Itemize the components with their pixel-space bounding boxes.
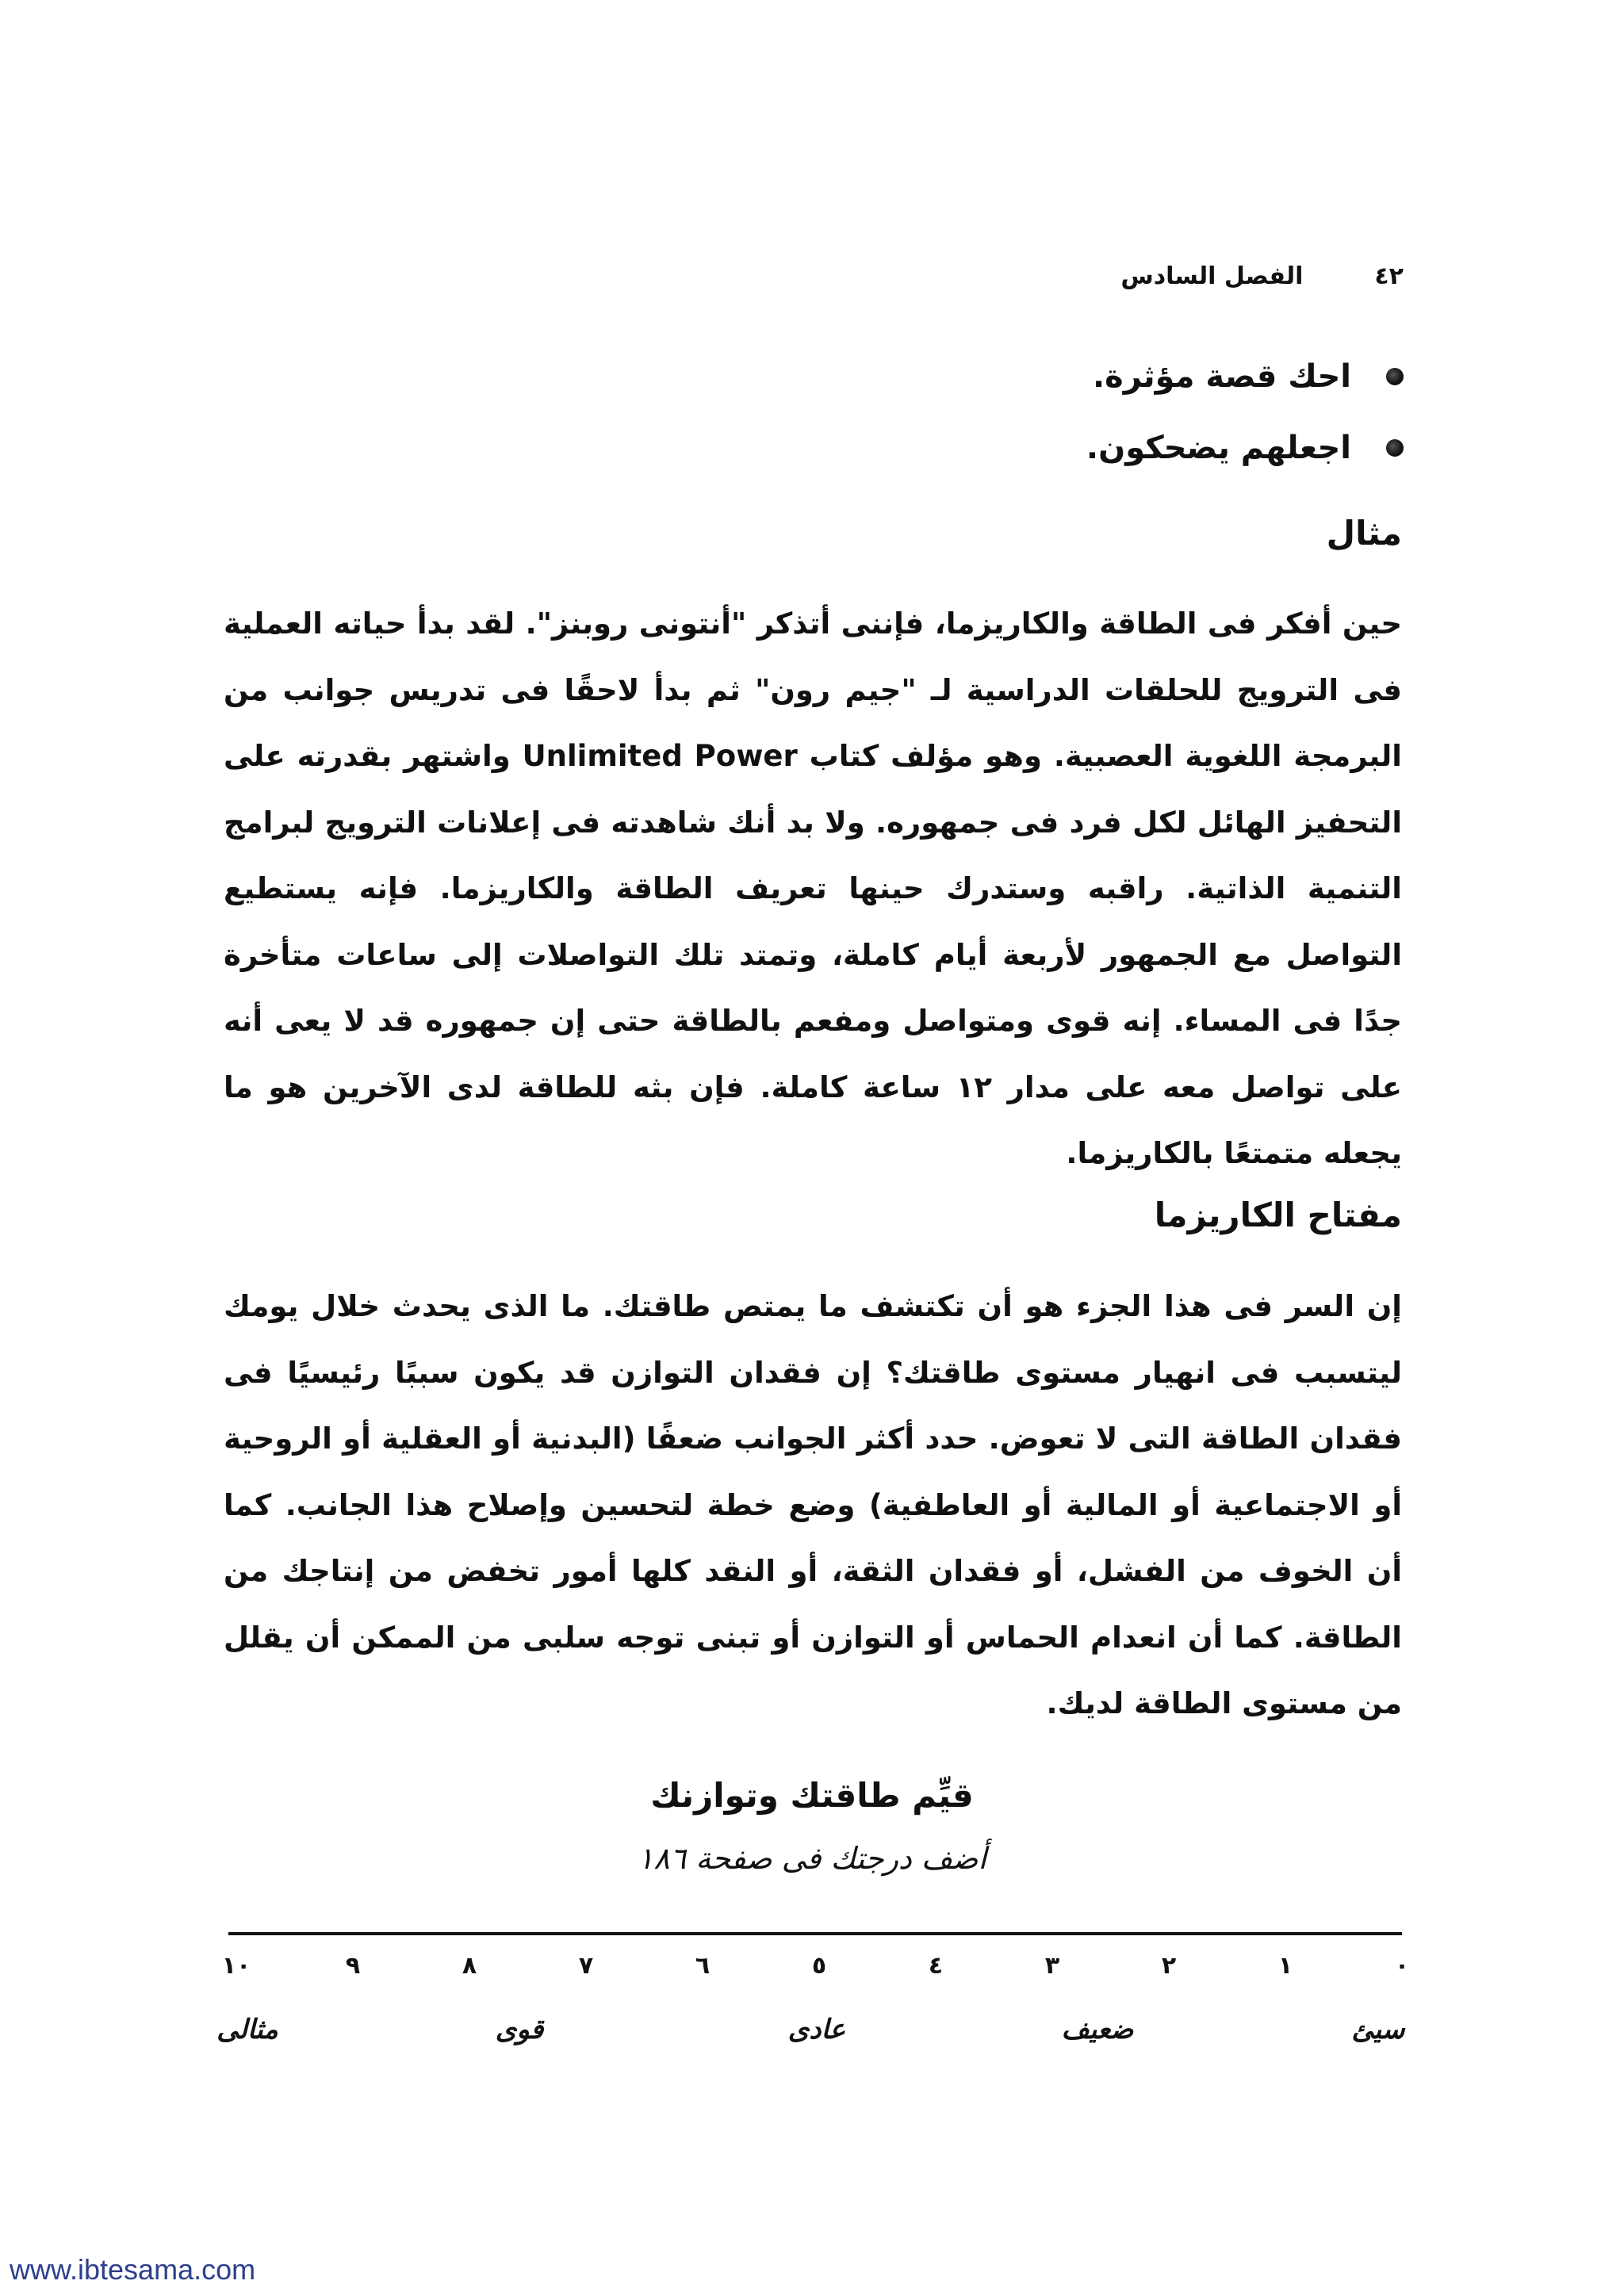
scale-label-bad: سيئ [1351,2014,1405,2045]
scale-number: ٤ [928,1952,944,1980]
key-heading: مفتاح الكاريزما [1154,1196,1402,1234]
rating-title: قيِّم طاقتك وتوازنك [650,1776,974,1815]
bullet-icon [1386,368,1404,385]
example-paragraph: حين أفكر فى الطاقة والكاريزما، فإننى أتذكر "أنتونى روبنز". لقد بدأ حياته العملية فى الترويج للحلقات الدراسية لـ "جيم رون" ثم بدأ لاحقًا فى تدريس جوانب من البرمجة اللغوية العصبية. وهو مؤلف كتاب Unlimited Power واشتهر بقدرته على التحفيز الهائل لكل فرد فى جمهوره. ولا بد أنك شاهدته فى إعلانات الترويج لبرامج التنمية الذاتية. راقبه وستدرك حينها تعريف الطاقة والكاريزما. فإنه يستطيع التواصل مع الجمهور لأربعة أيام كاملة، وتمتد تلك التواصلات إلى ساعات متأخرة جدًا فى المساء. إنه قوى ومتواصل ومفعم بالطاقة حتى إن جمهوره قد لا يعى أنه على تواصل معه على مدار ١٢ ساعة كاملة. فإن بثه للطاقة لدى الآخرين هو ما يجعله متمتعًا بالكاريزما. [224,607,1402,1170]
rating-scale-line [228,1932,1402,1935]
scale-number: ١ [1277,1952,1293,1980]
scale-number: ١٠ [221,1952,251,1980]
page-header [1031,252,1404,300]
bullet-text: احك قصة مؤثرة. [1092,358,1351,395]
bullet-text: اجعلهم يضحكون. [1086,430,1351,466]
scale-number: ٠ [1394,1952,1410,1980]
scale-label-weak: ضعيف [1061,2014,1134,2045]
scale-number: ٥ [811,1952,827,1980]
scale-number: ٧ [578,1952,594,1980]
scale-label-strong: قوى [495,2014,544,2045]
footer-url: www.ibtesama.com [10,2253,256,2286]
key-paragraph: إن السر فى هذا الجزء هو أن تكتشف ما يمتص طاقتك. ما الذى يحدث خلال يومك ليتسبب فى انهيار مستوى طاقتك؟ إن فقدان التوازن قد يكون سببًا رئيسيًا فى فقدان الطاقة التى لا تعوض. حدد أكثر الجوانب ضعفًا (البدنية أو العقلية أو الروحية أو الاجتماعية أو المالية أو العاطفية) وضع خطة لتحسين وإصلاح هذا الجانب. كما أن الخوف من الفشل، أو فقدان الثقة، أو النقد كلها أمور تخفض من إنتاجك من الطاقة. كما أن انعدام الحماس أو التوازن أو تبنى توجه سلبى من الممكن أن يقلل من مستوى الطاقة لديك. [224,1289,1402,1720]
rating-subtitle: أضف درجتك فى صفحة ١٨٦ [637,1841,987,1876]
example-heading: مثال [1326,514,1402,553]
scale-number: ٢ [1161,1952,1177,1980]
bullet-list [912,341,1404,484]
bullet-icon [1386,439,1404,457]
scale-number: ٦ [695,1952,710,1980]
page-number: ٤٢ [1374,262,1404,290]
scale-number: ٣ [1044,1952,1060,1980]
scale-label-average: عادى [787,2014,846,2045]
scale-number: ٩ [345,1952,361,1980]
list-item [912,341,1404,412]
scale-label-ideal: مثالى [216,2014,278,2045]
scale-number: ٨ [462,1952,477,1980]
chapter-title: الفصل السادس [1120,262,1304,290]
list-item [912,412,1404,484]
